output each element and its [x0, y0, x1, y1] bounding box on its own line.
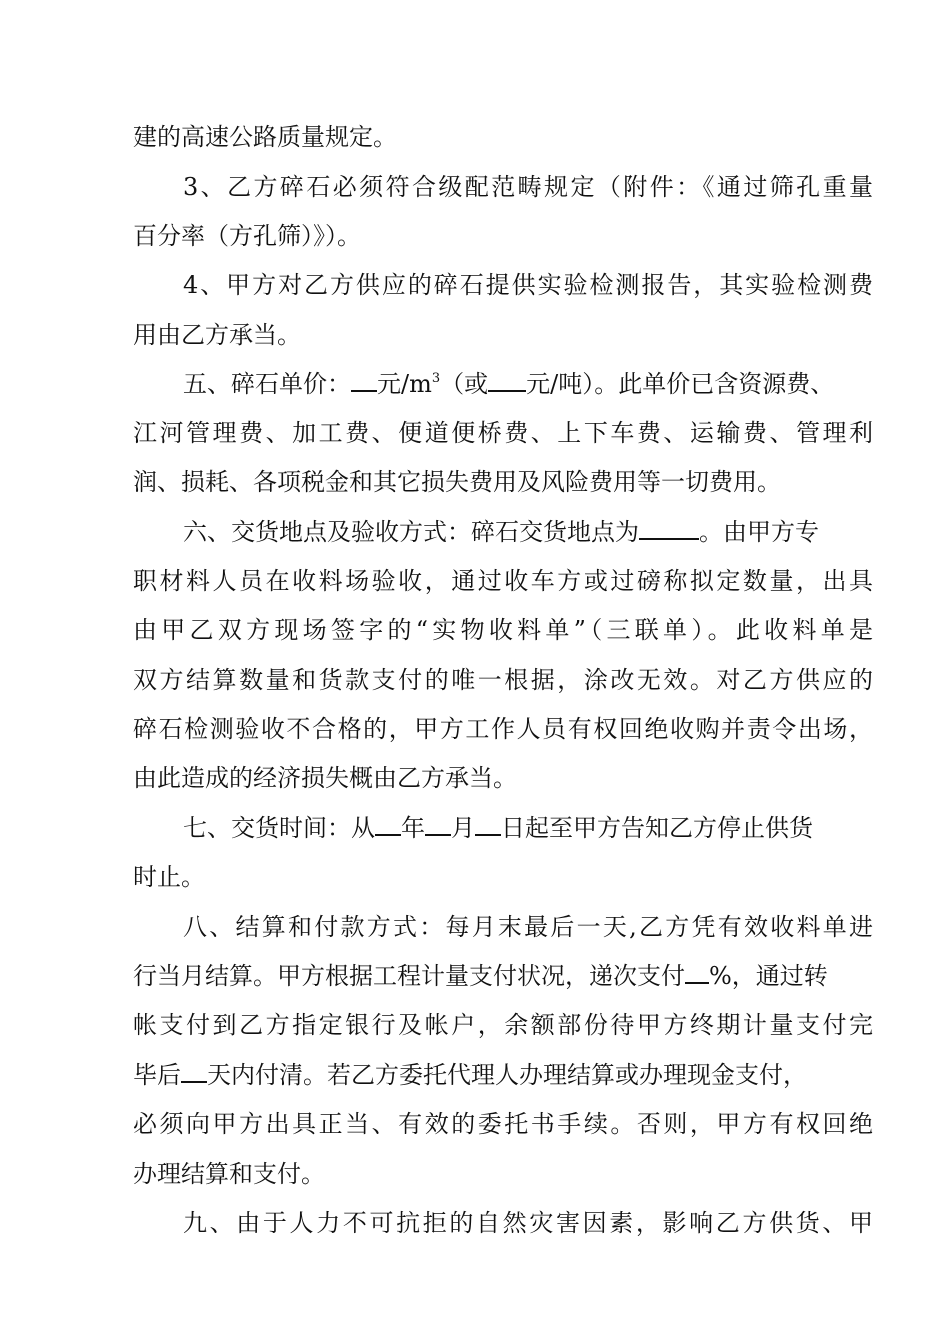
clause-8-line-4: 毕后 天内付清。若乙方委托代理人办理结算或办理现金支付，: [133, 1061, 807, 1089]
clause-4-line-2: 用由乙方承当。: [133, 321, 301, 349]
clause-5-line-1: 五、碎石单价： 元$/m^3$（或 元/吨）。此单价已含资源费、: [183, 370, 835, 398]
clause-8-line-3: 帐支付到乙方指定银行及帐户，余额部份待甲方终期计量支付完: [133, 1011, 873, 1039]
payment-percent-blank: [685, 960, 709, 984]
clause-8-line-1: 八、结算和付款方式：每月末最后一天,乙方凭有效收料单进: [183, 913, 873, 941]
payment-days-blank: [181, 1059, 207, 1083]
clause-7-line-2: 时止。: [133, 863, 205, 891]
clause-6-line-2: 职材料人员在收料场验收，通过收车方或过磅称拟定数量，出具: [133, 567, 873, 595]
day-blank: [475, 812, 501, 836]
price-per-ton-blank: [488, 368, 526, 392]
delivery-location-blank: [639, 516, 699, 540]
clause-8-line-6: 办理结算和支付。: [133, 1160, 325, 1188]
clause-6-line-3: 由甲乙双方现场签字的“实物收料单”（三联单）。此收料单是: [133, 616, 873, 644]
clause-5-line-2: 江河管理费、加工费、便道便桥费、上下车费、运输费、管理利: [133, 419, 873, 447]
clause-8-line-2: 行当月结算。甲方根据工程计量支付状况，递次支付 %，通过转: [133, 962, 828, 990]
clause-9-line-1: 九、由于人力不可抗拒的自然灾害因素，影响乙方供货、甲: [183, 1209, 873, 1237]
year-blank: [375, 812, 401, 836]
clause-7-line-1: 七、交货时间：从 年 月 日起至甲方告知乙方停止供货: [183, 814, 813, 842]
clause-6-line-6: 由此造成的经济损失概由乙方承当。: [133, 764, 517, 792]
clause-4-line-1: 4、甲方对乙方供应的碎石提供实验检测报告，其实验检测费: [183, 271, 873, 299]
clause-3-line-1: 3、乙方碎石必须符合级配范畴规定（附件：《通过筛孔重量: [183, 173, 873, 201]
clause-3-line-2: 百分率（方孔筛）》）。: [133, 222, 361, 250]
month-blank: [425, 812, 451, 836]
clause-6-line-1: 六、交货地点及验收方式：碎石交货地点为 。由甲方专: [183, 518, 819, 546]
price-per-m3-blank: [351, 368, 377, 392]
paragraph-line: 建的高速公路质量规定。: [133, 123, 397, 151]
clause-5-line-3: 润、损耗、各项税金和其它损失费用及风险费用等一切费用。: [133, 468, 781, 496]
clause-6-line-5: 碎石检测验收不合格的，甲方工作人员有权回绝收购并责令出场，: [133, 715, 873, 743]
clause-6-line-4: 双方结算数量和货款支付的唯一根据，涂改无效。对乙方供应的: [133, 666, 873, 694]
clause-8-line-5: 必须向甲方出具正当、有效的委托书手续。否则，甲方有权回绝: [133, 1110, 873, 1138]
